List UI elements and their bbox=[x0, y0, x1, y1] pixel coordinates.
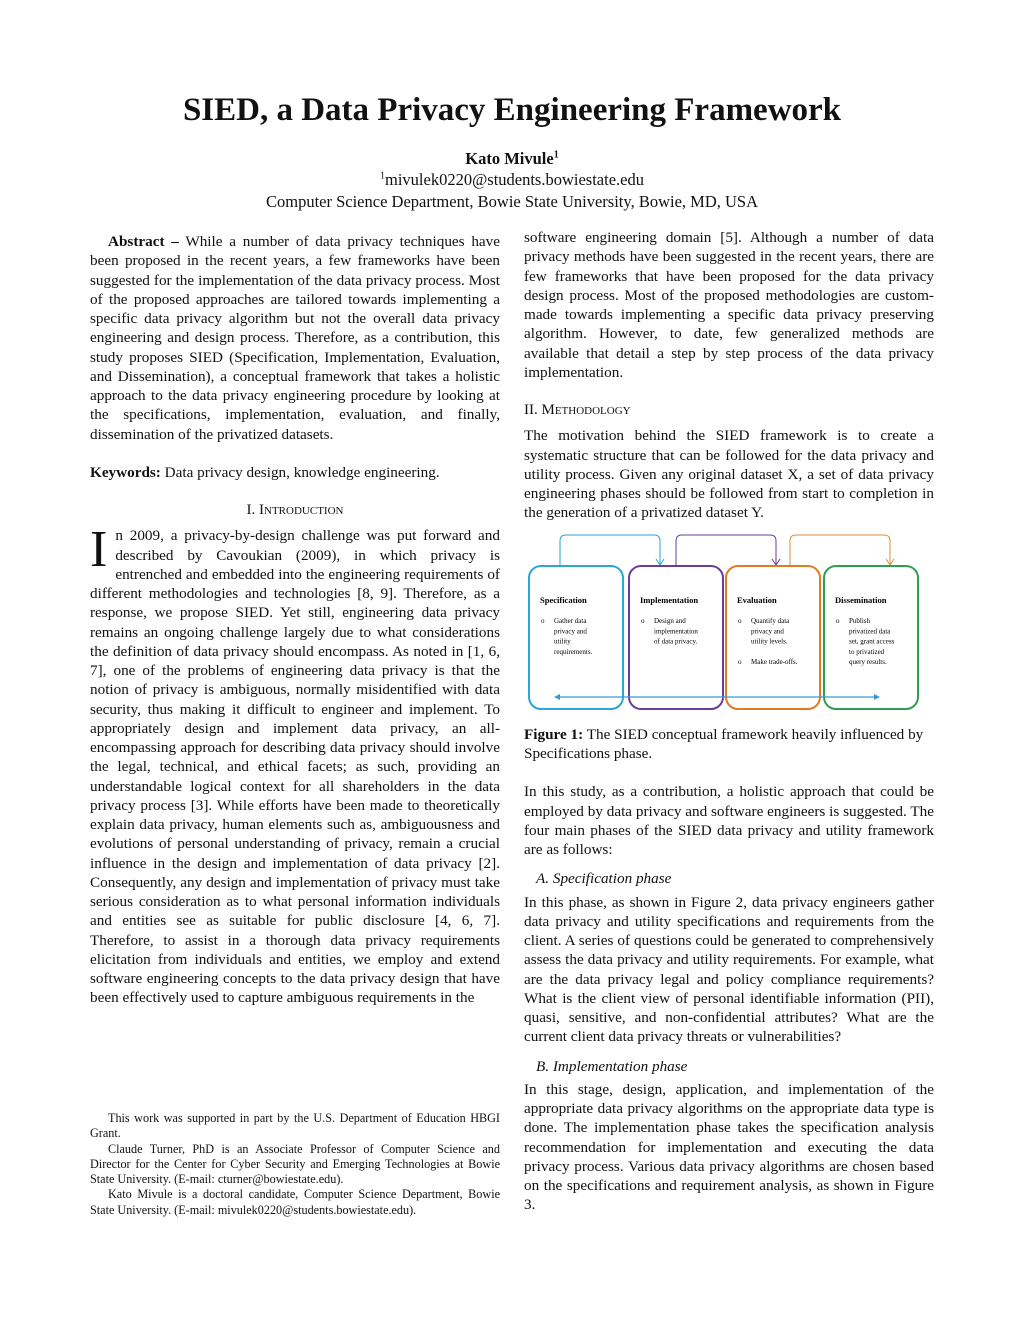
keywords-label: Keywords: bbox=[90, 463, 161, 481]
phase-bullet-line: Design and bbox=[654, 616, 686, 625]
phase-title: Dissemination bbox=[835, 594, 887, 605]
author bbox=[0, 149, 1024, 169]
phase-title: Implementation bbox=[640, 594, 699, 605]
phase-bullet-line: privatized data bbox=[849, 626, 891, 635]
bullet-icon: o bbox=[836, 616, 840, 625]
email-sup: 1 bbox=[380, 170, 385, 182]
abstract bbox=[90, 232, 500, 444]
phase-bullet-line: Make trade-offs. bbox=[751, 657, 798, 666]
spec-phase-heading: A. Specification phase bbox=[536, 870, 672, 888]
sied-framework-diagram bbox=[524, 531, 924, 716]
phase-title: Specification bbox=[540, 594, 587, 605]
spec-phase-text: In this phase, as shown in Figure 2, data privacy engineers gather data privacy and utility specifications and requirements from the client. A series of questions could be generated to comprehensively assess the data privacy and utility requirements. For example, what are the data privacy legal and policy compliance requirements? What is the client view of personal identifiable information (PII), quasi, sensitive, and non-confidential attributes? What are the current client data privacy threats or vulnerabilities? bbox=[524, 893, 934, 1046]
author-name: Kato Mivule bbox=[465, 149, 554, 168]
phase-bullet-line: set, grant access bbox=[849, 637, 895, 646]
arrow-impl-eval bbox=[676, 535, 776, 565]
intro-text bbox=[90, 521, 500, 1007]
phase-bullet-line: Quantify data bbox=[751, 616, 790, 625]
methodology-heading: II. Methodology bbox=[524, 402, 631, 418]
arrow-eval-diss bbox=[790, 535, 890, 565]
phase-box-specification bbox=[529, 566, 623, 709]
footnotes bbox=[90, 1111, 500, 1218]
keywords-text: Data privacy design, knowledge engineering. bbox=[164, 463, 440, 481]
bullet-icon: o bbox=[738, 616, 742, 625]
left-column bbox=[90, 232, 500, 1008]
intro-body: n 2009, a privacy-by-design challenge was put forward and described by Cavoukian (2009), in which privacy is entrenched and embedded into the engineering requirements of different methodologies and technologies [8, 9]. Therefore, as a response, we propose SIED. Yet still, engineering data privacy remains an ongoing challenge largely due to what considerations the definition of data privacy should encompass. As noted in [1, 6, 7], one of the problems of engineering data privacy is that the notion of privacy is ambiguous, normally misidentified with data security, thus making it difficult to engineer and implement. To appropriately design and implement data privacy, an all-encompassing approach for describing data privacy should involve the legal, technical, and ethical facets; as such, providing an understandable logical context for all shareholders in the data privacy process [3]. While efforts have been made to theoretically explain data privacy, human elements such as, ambiguousness and evolutions of personal understanding of privacy, remain a crucial influence in the design and implementation of data privacy [2]. Consequently, any design and implementation of privacy must take serious consideration as to what personal information individuals and entities see as suitable for public disclosure [4, 6, 7]. Therefore, to assist in a thorough data privacy requirements elicitation from individuals and entities, we employ and extend software engineering concepts to the data privacy design that have been effectively used to capture ambiguous requirements in the bbox=[90, 527, 500, 1007]
abstract-text: While a number of data privacy techniques have been proposed in the recent years, a few frameworks have been suggested for the implementation of the data privacy process. Most of the proposed approaches are tailored towards implementing a specific data privacy algorithm but not the overall data privacy engineering and design process. Therefore, as a contribution, this study proposes SIED (Specification, Implementation, Evaluation, and Dissemination), a conceptual framework that takes a holistic approach to the data privacy engineering procedure by looking at the specifications, implementation, evaluation, and finally, dissemination of the privatized datasets. bbox=[90, 233, 500, 443]
figure-caption bbox=[524, 725, 934, 764]
intro-continued: software engineering domain [5]. Although a number of data privacy methods have been suggested in the recent years, there are few frameworks that have been proposed for the data privacy design process. Most of the proposed methodologies are custom-made towards implementing a specific data privacy preserving algorithm. However, to date, few generalized methods are available that detail a step by step process of the data privacy implementation. bbox=[524, 229, 934, 381]
drop-cap: I bbox=[90, 521, 108, 579]
phase-bullet-line: requirements. bbox=[554, 647, 593, 656]
phase-bullet-line: utility bbox=[554, 637, 571, 646]
caption-text: The SIED conceptual framework heavily influenced by Specifications phase. bbox=[524, 725, 924, 762]
bullet-icon: o bbox=[541, 616, 545, 625]
contribution-text: In this study, as a contribution, a holistic approach that could be employed by data privacy and software engineers is suggested. The four main phases of the SIED data privacy and utility framework are as follows: bbox=[524, 783, 934, 858]
abstract-label: Abstract – bbox=[108, 233, 179, 250]
phase-bullet-line: privacy and bbox=[751, 626, 784, 635]
footnote: Kato Mivule is a doctoral candidate, Computer Science Department, Bowie State University. (E-mail: mivulek0220@students.bowiestate.edu). bbox=[90, 1187, 500, 1217]
phase-bullet-line: utility levels. bbox=[751, 637, 788, 646]
impl-phase-text: In this stage, design, application, and implementation of the appropriate data privacy algorithms on the appropriate data type is done. The implementation phase takes the specification analysis recommendation for implementation and executing the data privacy process. Various data privacy algorithms are chosen based on the specifications and requirement analysis, as shown in Figure 3. bbox=[524, 1080, 934, 1214]
bullet-icon: o bbox=[738, 657, 742, 666]
figure-1 bbox=[524, 531, 934, 721]
arrow-spec-impl bbox=[560, 535, 660, 565]
affiliation: Computer Science Department, Bowie State University, Bowie, MD, USA bbox=[265, 192, 758, 211]
phase-bullet-line: implementation bbox=[654, 626, 698, 635]
author-email bbox=[0, 170, 1024, 190]
phase-bullet-line: of data privacy. bbox=[654, 637, 698, 646]
footnote: Claude Turner, PhD is an Associate Professor of Computer Science and Director for the Center for Cyber Security and Emerging Technologies at Bowie State University. (E-mail: cturner@bowiestate.edu). bbox=[90, 1141, 500, 1187]
paper-title: SIED, a Data Privacy Engineering Framework bbox=[182, 92, 842, 128]
caption-label: Figure 1: bbox=[524, 725, 584, 743]
phase-bullet-line: to privatized bbox=[849, 647, 885, 656]
email-text: mivulek0220@students.bowiestate.edu bbox=[385, 170, 644, 189]
phase-bullet-line: query results. bbox=[849, 657, 887, 666]
right-column bbox=[524, 228, 934, 1215]
methodology-text: The motivation behind the SIED framework is to create a systematic structure that can be followed for the data privacy and utility process. Given any original dataset X, a set of data privacy engineering phases should be followed from start to completion in the generation of a privatized dataset Y. bbox=[524, 427, 934, 522]
footnote: This work was supported in part by the U.S. Department of Education HBGI Grant. bbox=[90, 1111, 500, 1141]
phase-bullet-line: Gather data bbox=[554, 616, 587, 625]
bullet-icon: o bbox=[641, 616, 645, 625]
author-sup: 1 bbox=[553, 149, 559, 161]
impl-phase-heading: B. Implementation phase bbox=[536, 1057, 688, 1075]
phase-bullet-line: Publish bbox=[849, 616, 871, 625]
keywords bbox=[90, 463, 500, 482]
phase-bullet-line: privacy and bbox=[554, 626, 587, 635]
intro-heading: I. Introduction bbox=[246, 502, 344, 518]
phase-title: Evaluation bbox=[737, 594, 777, 605]
